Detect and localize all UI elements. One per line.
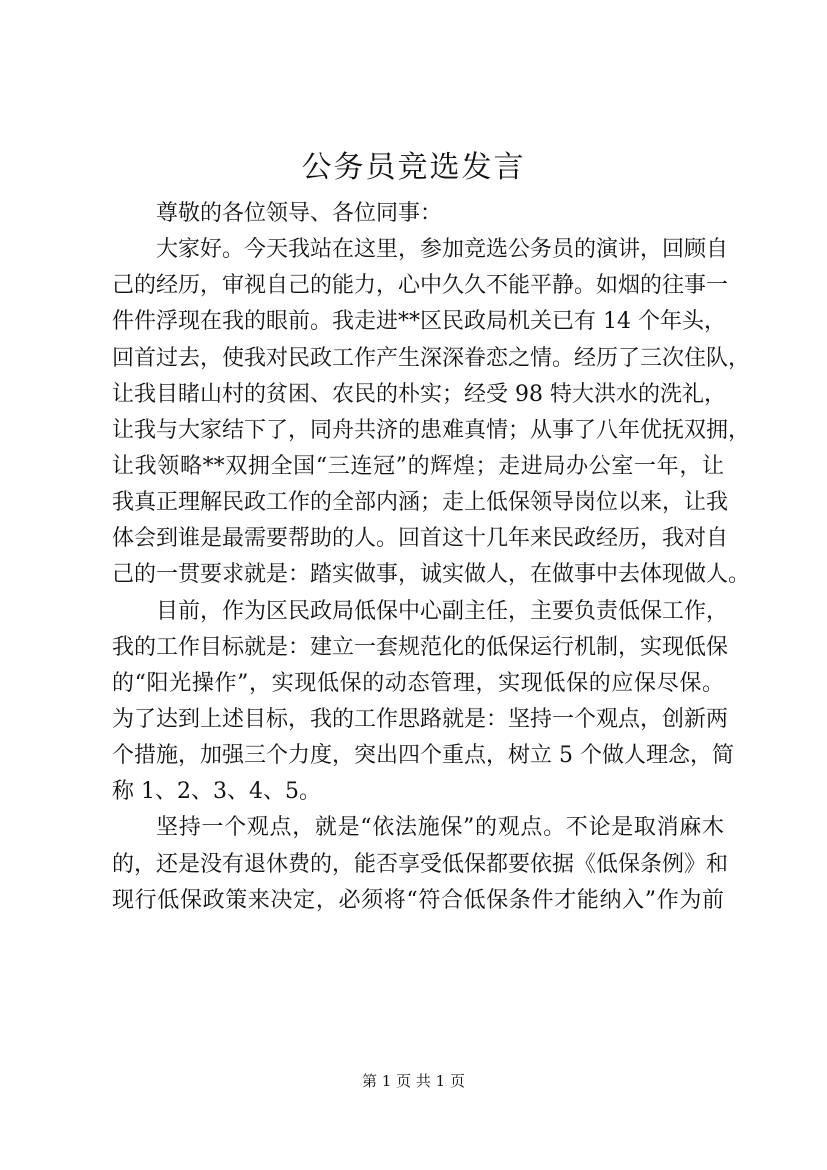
text-line: 为了达到上述目标，我的工作思路就是：坚持一个观点，创新两 [112,706,729,732]
text-line: 坚持一个观点，就是“依法施保”的观点。不论是取消麻木 [156,815,724,841]
text-line: 的“阳光操作”，实现低保的动态管理，实现低保的应保尽保。 [112,670,724,696]
text-line: 的，还是没有退休费的，能否享受低保都要依据《低保条例》和 [112,851,729,877]
text-line: 我真正理解民政工作的全部内涵；走上低保领导岗位以来，让我 [112,490,729,516]
text-line: 目前，作为区民政局低保中心副主任，主要负责低保工作， [156,598,729,624]
document-body [112,196,751,919]
text-line: 个措施，加强三个力度，突出四个重点，树立 5 个做人理念，简 [112,743,734,769]
text-line: 大家好。今天我站在这里，参加竞选公务员的演讲，回顾自 [156,237,729,263]
page-footer: 第 1 页 共 1 页 [362,1072,465,1090]
text-line: 让我目睹山村的贫困、农民的朴实；经受 98 特大洪水的洗礼， [112,381,726,407]
text-line: 己的一贯要求就是：踏实做事，诚实做人，在做事中去体现做人。 [112,562,751,588]
document-title: 公务员竞选发言 [301,150,526,185]
text-line: 现行低保政策来决定，必须将“符合低保条件才能纳入”作为前 [112,887,724,913]
text-line: 让我与大家结下了，同舟共济的患难真情；从事了八年优抚双拥， [112,417,751,443]
text-line: 件件浮现在我的眼前。我走进**区民政局机关已有 14 个年头， [112,309,726,335]
text-line: 我的工作目标就是：建立一套规范化的低保运行机制，实现低保 [112,634,729,660]
text-line: 己的经历，审视自己的能力，心中久久不能平静。如烟的往事一 [112,273,729,299]
text-line: 尊敬的各位领导、各位同事： [156,201,443,226]
text-line: 体会到谁是最需要帮助的人。回首这十几年来民政经历，我对自 [112,526,729,552]
text-line: 回首过去，使我对民政工作产生深深眷恋之情。经历了三次住队， [112,345,751,371]
text-line: 称 1、2、3、4、5。 [112,779,321,805]
text-line: 让我领略**双拥全国“三连冠”的辉煌；走进局办公室一年，让 [112,453,724,479]
